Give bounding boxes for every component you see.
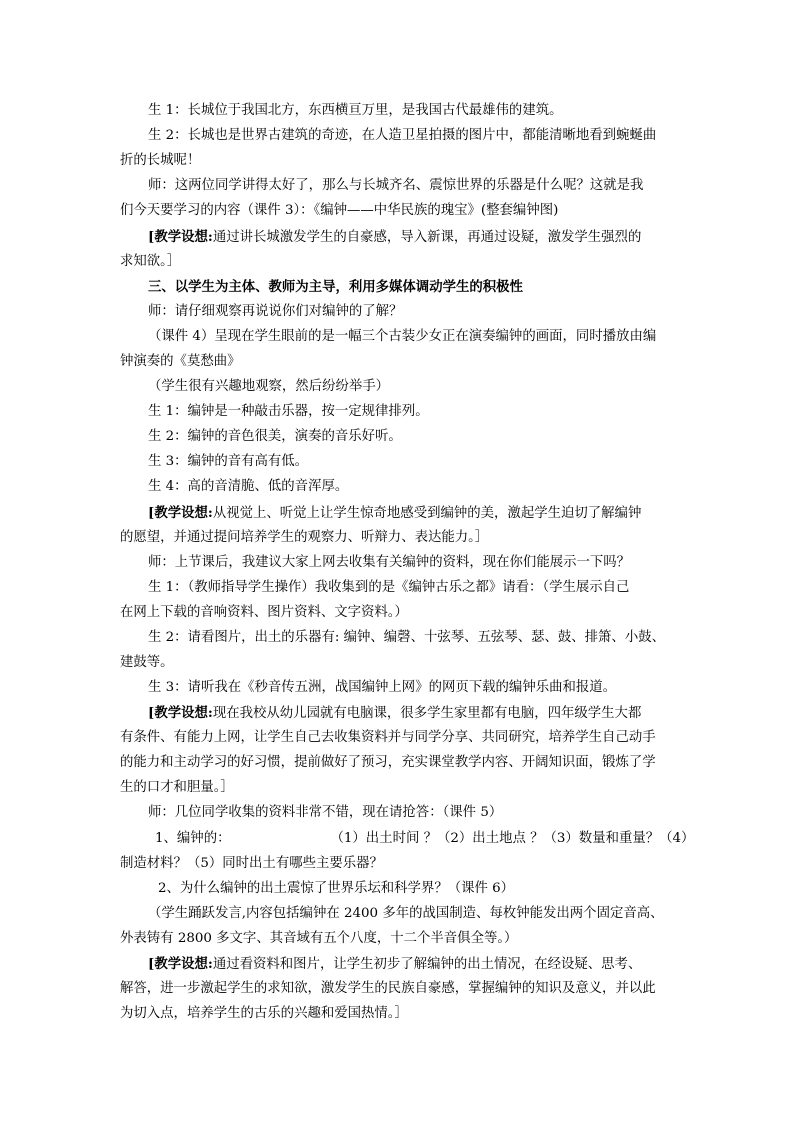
text-line: 现在我校从幼儿园就有电脑课，很多学生家里都有电脑，四年级学生大都 [212,706,642,721]
section-heading: 三、以学生为主体、教师为主导，利用多媒体调动学生的积极性 [148,279,523,295]
text-line: 折的长城呢！ [120,153,201,168]
text-line: （学生踊跃发言,内容包括编钟在 2400 多年的战国制造、每枚钟能发出两个固定音高、 [148,906,664,921]
design-note [148,227,708,248]
design-note [148,703,708,724]
text-line: 2、为什么编钟的出土震惊了世界乐坛和科学界？（课件 6） [158,881,515,896]
text-line: 们今天要学习的内容（课件 3）：《编钟——中华民族的瑰宝》(整套编钟图) [120,203,559,218]
text-line: 师：请仔细观察再说说你们对编钟的了解？ [148,304,403,319]
text-line: （课件 4）呈现在学生眼前的是一幅三个古装少女正在演奏编钟的画面，同时播放由编 [148,329,657,344]
text-line: 师：上节课后，我建议大家上网去收集有关编钟的资料，现在你们能展示一下吗？ [148,555,631,570]
text-line: 从视觉上、听觉上让学生惊奇地感受到编钟的美，激起学生迫切了解编钟 [212,506,642,521]
text-line: 通过看资料和图片，让学生初步了解编钟的出土情况，在经设疑、思考、 [212,957,642,972]
text-line: 在网上下载的音响资料、图片资料、文字资料。） [120,605,408,620]
text-line: （学生很有兴趣地观察，然后纷纷举手） [148,379,390,394]
text-line: 生 2：长城也是世界古建筑的奇迹，在人造卫星拍摄的图片中，都能清晰地看到蜿蜒曲 [148,128,657,143]
design-note [148,503,708,524]
text-line: 为切入点，培养学生的古乐的兴趣和爱国热情。］ [120,1006,408,1021]
design-note [148,954,708,975]
text-line: 的能力和主动学习的好习惯，提前做好了预习，充实课堂教学内容、开阔知识面，锻炼了学 [120,755,656,770]
text-line: 的愿望，并通过提问培养学生的观察力、听辩力、表达能力。］ [120,530,489,545]
text-line: 生 1：编钟是一种敲击乐器，按一定规律排列。 [148,404,429,419]
design-note-label: [教学设想: [148,956,213,972]
text-line: 求知欲。］ [120,254,181,269]
text-line: 外表铸有 2800 多文字、其音域有五个八度，十二个半音俱全等。） [120,931,518,946]
text-line: 解答，进一步激起学生的求知欲，激发学生的民族自豪感，掌握编钟的知识及意义，并以此 [120,981,656,996]
text-line: 钟演奏的《莫愁曲》 [120,354,241,369]
quiz-line [155,829,715,849]
text-line: 通过讲长城激发学生的自豪感，导入新课，再通过设疑，激发学生强烈的 [212,230,642,245]
text-line: 生 3：请听我在《秒音传五洲，战国编钟上网》的网页下载的编钟乐曲和报道。 [148,680,617,695]
text-line: 师：这两位同学讲得太好了，那么与长城齐名、震惊世界的乐器是什么呢？这就是我 [148,178,644,193]
text-line: 生 1：（教师指导学生操作）我收集到的是《编钟古乐之都》请看：（学生展示自己 [148,580,630,595]
text-line: （1）出土时间 ？（2）出土地点 ？（3）数量和重量？（4） [330,831,695,846]
text-line: 生 4：高的音清脆、低的音浑厚。 [148,479,349,494]
text-line: 有条件、有能力上网，让学生自己去收集资料并与同学分享、共同研究，培养学生自己动手 [120,730,656,745]
text-line: 制造材料？（5）同时出土有哪些主要乐器？ [120,856,383,871]
text-line: 1、编钟的： [155,831,231,846]
text-line: 建鼓等。 [120,655,174,670]
text-line: 师：几位同学收集的资料非常不错，现在请抢答：（课件 5） [148,805,503,820]
text-line: 生 2：请看图片，出土的乐器有: 编钟、编磬、十弦琴、五弦琴、瑟、鼓、排箫、小鼓、 [148,630,665,645]
text-line: 生 1：长城位于我国北方，东西横亘万里，是我国古代最雄伟的建筑。 [148,103,563,118]
text-line: 生 2：编钟的音色很美，演奏的音乐好听。 [148,429,402,444]
design-note-label: [教学设想: [148,505,213,521]
design-note-label: [教学设想: [148,705,213,721]
design-note-label: [教学设想: [148,229,213,245]
text-line: 生的口才和胆量。］ [120,780,234,795]
text-line: 生 3：编钟的音有高有低。 [148,454,309,469]
